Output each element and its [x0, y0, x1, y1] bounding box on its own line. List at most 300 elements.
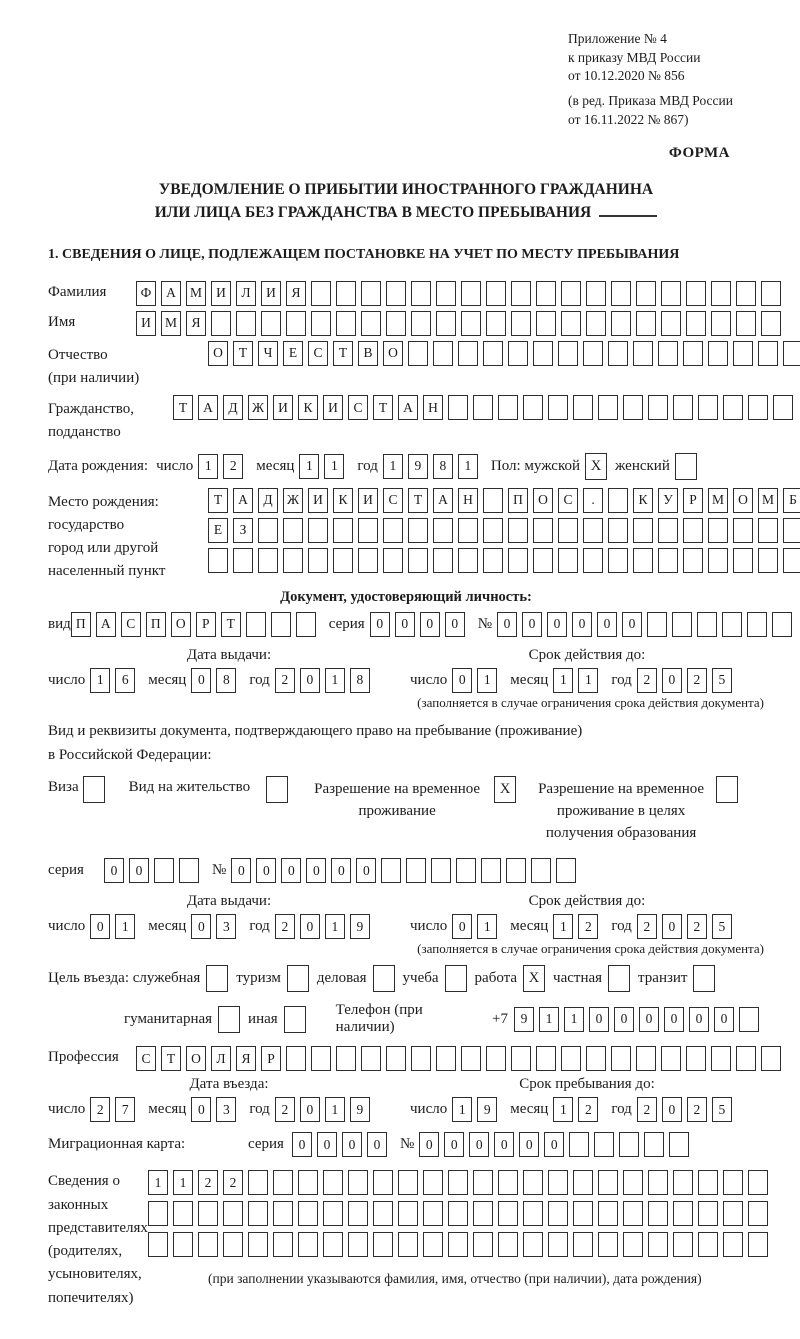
char-box[interactable] [308, 518, 328, 543]
char-box[interactable]: 0 [622, 612, 642, 637]
char-box[interactable]: И [273, 395, 293, 420]
char-box[interactable] [633, 548, 653, 573]
char-box[interactable] [733, 548, 753, 573]
char-box[interactable] [458, 341, 478, 366]
char-box[interactable] [708, 548, 728, 573]
char-box[interactable] [536, 1046, 556, 1071]
char-box[interactable] [758, 518, 778, 543]
char-box[interactable] [698, 395, 718, 420]
char-box[interactable]: 0 [331, 858, 351, 883]
char-box[interactable] [173, 1232, 193, 1257]
char-box[interactable]: 2 [578, 1097, 598, 1122]
char-box[interactable] [246, 612, 266, 637]
char-box[interactable]: 0 [662, 914, 682, 939]
char-box[interactable] [408, 548, 428, 573]
char-box[interactable] [448, 395, 468, 420]
char-box[interactable]: 1 [539, 1007, 559, 1032]
char-box[interactable]: У [658, 488, 678, 513]
char-box[interactable] [583, 518, 603, 543]
char-box[interactable]: О [186, 1046, 206, 1071]
char-box[interactable]: Н [423, 395, 443, 420]
char-box[interactable] [619, 1132, 639, 1157]
char-box[interactable] [148, 1232, 168, 1257]
char-box[interactable] [661, 311, 681, 336]
char-box[interactable] [373, 1232, 393, 1257]
char-box[interactable] [258, 518, 278, 543]
char-box[interactable]: 0 [547, 612, 567, 637]
char-box[interactable]: 0 [317, 1132, 337, 1157]
char-box[interactable] [248, 1201, 268, 1226]
char-box[interactable] [633, 518, 653, 543]
char-box[interactable] [598, 1170, 618, 1195]
char-box[interactable] [348, 1170, 368, 1195]
char-box[interactable] [508, 518, 528, 543]
char-box[interactable] [556, 858, 576, 883]
char-box[interactable]: 9 [350, 914, 370, 939]
char-box[interactable]: 1 [325, 914, 345, 939]
char-box[interactable] [561, 281, 581, 306]
char-box[interactable]: К [298, 395, 318, 420]
char-box[interactable] [594, 1132, 614, 1157]
char-box[interactable]: 8 [216, 668, 236, 693]
char-box[interactable] [561, 311, 581, 336]
char-box[interactable]: 5 [712, 1097, 732, 1122]
char-box[interactable] [348, 1232, 368, 1257]
char-box[interactable] [561, 1046, 581, 1071]
char-box[interactable]: Д [258, 488, 278, 513]
char-box[interactable]: А [433, 488, 453, 513]
char-box[interactable]: С [383, 488, 403, 513]
char-box[interactable]: Я [286, 281, 306, 306]
char-box[interactable]: 1 [477, 914, 497, 939]
char-box[interactable]: Т [208, 488, 228, 513]
char-box[interactable] [633, 341, 653, 366]
char-box[interactable] [736, 311, 756, 336]
char-box[interactable]: Т [373, 395, 393, 420]
char-box[interactable]: 8 [350, 668, 370, 693]
char-box[interactable] [448, 1170, 468, 1195]
char-box[interactable] [511, 281, 531, 306]
char-box[interactable]: 0 [342, 1132, 362, 1157]
char-box[interactable] [461, 281, 481, 306]
purpose-transit-checkbox[interactable] [693, 965, 715, 992]
char-box[interactable] [636, 311, 656, 336]
char-box[interactable]: 0 [129, 858, 149, 883]
char-box[interactable]: 0 [452, 914, 472, 939]
purpose-study-checkbox[interactable] [445, 965, 467, 992]
char-box[interactable] [283, 518, 303, 543]
char-box[interactable]: 1 [115, 914, 135, 939]
char-box[interactable] [636, 1046, 656, 1071]
char-box[interactable] [723, 1232, 743, 1257]
char-box[interactable] [573, 1201, 593, 1226]
char-box[interactable]: 0 [714, 1007, 734, 1032]
char-box[interactable] [673, 395, 693, 420]
char-box[interactable] [783, 518, 800, 543]
char-box[interactable] [748, 1232, 768, 1257]
char-box[interactable]: 0 [614, 1007, 634, 1032]
char-box[interactable]: М [186, 281, 206, 306]
char-box[interactable]: Ч [258, 341, 278, 366]
char-box[interactable] [783, 548, 800, 573]
char-box[interactable]: З [233, 518, 253, 543]
char-box[interactable] [286, 1046, 306, 1071]
char-box[interactable] [298, 1232, 318, 1257]
purpose-business-checkbox[interactable] [373, 965, 395, 992]
char-box[interactable] [248, 1232, 268, 1257]
char-box[interactable]: Я [186, 311, 206, 336]
char-box[interactable]: 1 [324, 454, 344, 479]
char-box[interactable]: 0 [420, 612, 440, 637]
char-box[interactable]: 0 [191, 1097, 211, 1122]
char-box[interactable] [598, 395, 618, 420]
char-box[interactable] [233, 548, 253, 573]
char-box[interactable]: И [358, 488, 378, 513]
char-box[interactable]: 0 [281, 858, 301, 883]
char-box[interactable] [573, 395, 593, 420]
char-box[interactable] [408, 341, 428, 366]
char-box[interactable] [448, 1232, 468, 1257]
char-box[interactable] [723, 1170, 743, 1195]
char-box[interactable] [208, 548, 228, 573]
char-box[interactable]: М [161, 311, 181, 336]
char-box[interactable]: Л [211, 1046, 231, 1071]
char-box[interactable]: М [708, 488, 728, 513]
char-box[interactable]: 2 [637, 1097, 657, 1122]
char-box[interactable] [558, 518, 578, 543]
char-box[interactable] [508, 548, 528, 573]
char-box[interactable] [586, 311, 606, 336]
char-box[interactable] [271, 612, 291, 637]
char-box[interactable] [758, 341, 778, 366]
char-box[interactable] [661, 1046, 681, 1071]
char-box[interactable] [672, 612, 692, 637]
char-box[interactable]: 1 [452, 1097, 472, 1122]
char-box[interactable]: В [358, 341, 378, 366]
char-box[interactable]: А [233, 488, 253, 513]
char-box[interactable] [608, 341, 628, 366]
char-box[interactable]: И [136, 311, 156, 336]
char-box[interactable] [323, 1201, 343, 1226]
char-box[interactable] [298, 1201, 318, 1226]
char-box[interactable]: 0 [292, 1132, 312, 1157]
char-box[interactable] [686, 1046, 706, 1071]
char-box[interactable] [408, 518, 428, 543]
char-box[interactable] [548, 1201, 568, 1226]
char-box[interactable]: 0 [356, 858, 376, 883]
char-box[interactable] [736, 281, 756, 306]
char-box[interactable] [498, 395, 518, 420]
char-box[interactable]: 5 [712, 914, 732, 939]
char-box[interactable] [683, 341, 703, 366]
char-box[interactable] [533, 341, 553, 366]
char-box[interactable] [658, 548, 678, 573]
char-box[interactable] [311, 311, 331, 336]
char-box[interactable] [461, 311, 481, 336]
char-box[interactable]: С [121, 612, 141, 637]
char-box[interactable]: 1 [325, 1097, 345, 1122]
char-box[interactable]: 0 [544, 1132, 564, 1157]
char-box[interactable] [511, 311, 531, 336]
purpose-other-checkbox[interactable] [284, 1006, 306, 1033]
char-box[interactable]: 8 [433, 454, 453, 479]
char-box[interactable]: Е [208, 518, 228, 543]
char-box[interactable]: И [211, 281, 231, 306]
char-box[interactable] [236, 311, 256, 336]
char-box[interactable]: 2 [275, 1097, 295, 1122]
char-box[interactable]: О [383, 341, 403, 366]
char-box[interactable]: 0 [469, 1132, 489, 1157]
char-box[interactable] [436, 1046, 456, 1071]
char-box[interactable] [548, 1232, 568, 1257]
char-box[interactable] [686, 281, 706, 306]
char-box[interactable] [273, 1232, 293, 1257]
char-box[interactable] [673, 1232, 693, 1257]
char-box[interactable] [739, 1007, 759, 1032]
char-box[interactable] [536, 281, 556, 306]
char-box[interactable] [533, 548, 553, 573]
char-box[interactable] [358, 518, 378, 543]
char-box[interactable]: 2 [275, 668, 295, 693]
char-box[interactable] [711, 311, 731, 336]
char-box[interactable] [523, 395, 543, 420]
char-box[interactable] [286, 311, 306, 336]
char-box[interactable] [598, 1232, 618, 1257]
char-box[interactable] [398, 1232, 418, 1257]
char-box[interactable] [711, 1046, 731, 1071]
char-box[interactable]: 0 [662, 668, 682, 693]
char-box[interactable] [608, 488, 628, 513]
char-box[interactable] [261, 311, 281, 336]
char-box[interactable] [748, 1201, 768, 1226]
char-box[interactable] [683, 548, 703, 573]
char-box[interactable] [386, 311, 406, 336]
sex-male-checkbox[interactable]: X [585, 453, 607, 480]
char-box[interactable]: 7 [115, 1097, 135, 1122]
char-box[interactable]: П [508, 488, 528, 513]
char-box[interactable] [173, 1201, 193, 1226]
char-box[interactable] [361, 1046, 381, 1071]
char-box[interactable]: 1 [477, 668, 497, 693]
char-box[interactable]: 0 [452, 668, 472, 693]
char-box[interactable] [336, 311, 356, 336]
char-box[interactable]: 2 [578, 914, 598, 939]
char-box[interactable] [386, 1046, 406, 1071]
char-box[interactable] [608, 518, 628, 543]
char-box[interactable]: Ф [136, 281, 156, 306]
char-box[interactable] [298, 1170, 318, 1195]
char-box[interactable]: 1 [553, 1097, 573, 1122]
char-box[interactable] [548, 395, 568, 420]
char-box[interactable]: 2 [637, 668, 657, 693]
char-box[interactable] [483, 548, 503, 573]
char-box[interactable]: Р [196, 612, 216, 637]
char-box[interactable] [223, 1232, 243, 1257]
char-box[interactable]: 1 [553, 914, 573, 939]
purpose-work-checkbox[interactable]: X [523, 965, 545, 992]
char-box[interactable] [772, 612, 792, 637]
char-box[interactable]: 0 [191, 668, 211, 693]
char-box[interactable] [386, 281, 406, 306]
char-box[interactable] [361, 281, 381, 306]
char-box[interactable] [548, 1170, 568, 1195]
char-box[interactable]: С [558, 488, 578, 513]
char-box[interactable]: 0 [445, 612, 465, 637]
char-box[interactable]: 2 [90, 1097, 110, 1122]
char-box[interactable]: Т [221, 612, 241, 637]
char-box[interactable]: 0 [689, 1007, 709, 1032]
char-box[interactable] [398, 1201, 418, 1226]
char-box[interactable] [583, 548, 603, 573]
char-box[interactable] [423, 1201, 443, 1226]
char-box[interactable] [473, 1201, 493, 1226]
char-box[interactable]: . [583, 488, 603, 513]
char-box[interactable]: А [161, 281, 181, 306]
char-box[interactable]: П [146, 612, 166, 637]
char-box[interactable]: Т [333, 341, 353, 366]
char-box[interactable] [647, 612, 667, 637]
char-box[interactable] [723, 1201, 743, 1226]
char-box[interactable]: 0 [522, 612, 542, 637]
char-box[interactable] [698, 1170, 718, 1195]
char-box[interactable]: 0 [90, 914, 110, 939]
char-box[interactable] [573, 1170, 593, 1195]
char-box[interactable] [398, 1170, 418, 1195]
char-box[interactable] [697, 612, 717, 637]
char-box[interactable]: Е [283, 341, 303, 366]
char-box[interactable] [211, 311, 231, 336]
residence-permit-checkbox[interactable] [266, 776, 288, 803]
char-box[interactable]: Л [236, 281, 256, 306]
purpose-tourism-checkbox[interactable] [287, 965, 309, 992]
char-box[interactable] [623, 1232, 643, 1257]
char-box[interactable] [733, 518, 753, 543]
char-box[interactable]: 5 [712, 668, 732, 693]
char-box[interactable] [473, 395, 493, 420]
char-box[interactable]: О [533, 488, 553, 513]
char-box[interactable]: 0 [572, 612, 592, 637]
char-box[interactable]: Т [173, 395, 193, 420]
char-box[interactable]: 0 [104, 858, 124, 883]
purpose-official-checkbox[interactable] [206, 965, 228, 992]
char-box[interactable] [623, 1170, 643, 1195]
char-box[interactable] [708, 518, 728, 543]
char-box[interactable] [783, 341, 800, 366]
char-box[interactable]: Р [683, 488, 703, 513]
char-box[interactable]: А [96, 612, 116, 637]
char-box[interactable] [598, 1201, 618, 1226]
char-box[interactable]: 2 [198, 1170, 218, 1195]
char-box[interactable] [283, 548, 303, 573]
char-box[interactable] [573, 1232, 593, 1257]
char-box[interactable]: 0 [191, 914, 211, 939]
char-box[interactable]: 0 [300, 668, 320, 693]
char-box[interactable]: 1 [325, 668, 345, 693]
char-box[interactable]: С [136, 1046, 156, 1071]
char-box[interactable] [433, 518, 453, 543]
char-box[interactable]: 2 [223, 454, 243, 479]
char-box[interactable] [673, 1201, 693, 1226]
char-box[interactable] [733, 341, 753, 366]
char-box[interactable] [648, 1232, 668, 1257]
char-box[interactable] [436, 311, 456, 336]
char-box[interactable]: Ж [283, 488, 303, 513]
char-box[interactable]: 1 [90, 668, 110, 693]
char-box[interactable] [423, 1232, 443, 1257]
char-box[interactable] [373, 1201, 393, 1226]
char-box[interactable]: Д [223, 395, 243, 420]
char-box[interactable]: Я [236, 1046, 256, 1071]
char-box[interactable]: 0 [589, 1007, 609, 1032]
char-box[interactable]: 3 [216, 914, 236, 939]
char-box[interactable] [383, 518, 403, 543]
purpose-private-checkbox[interactable] [608, 965, 630, 992]
edu-permit-checkbox[interactable] [716, 776, 738, 803]
char-box[interactable]: 0 [662, 1097, 682, 1122]
char-box[interactable] [448, 1201, 468, 1226]
char-box[interactable]: 0 [597, 612, 617, 637]
char-box[interactable] [558, 341, 578, 366]
char-box[interactable] [483, 341, 503, 366]
char-box[interactable]: 2 [687, 1097, 707, 1122]
char-box[interactable] [411, 1046, 431, 1071]
char-box[interactable] [333, 518, 353, 543]
char-box[interactable] [661, 281, 681, 306]
char-box[interactable] [608, 548, 628, 573]
char-box[interactable]: 1 [564, 1007, 584, 1032]
char-box[interactable]: Б [783, 488, 800, 513]
char-box[interactable] [658, 341, 678, 366]
char-box[interactable] [456, 858, 476, 883]
char-box[interactable]: И [308, 488, 328, 513]
char-box[interactable] [658, 518, 678, 543]
char-box[interactable] [473, 1232, 493, 1257]
char-box[interactable] [773, 395, 793, 420]
char-box[interactable]: О [171, 612, 191, 637]
char-box[interactable] [508, 341, 528, 366]
char-box[interactable] [498, 1170, 518, 1195]
char-box[interactable] [486, 1046, 506, 1071]
char-box[interactable]: А [398, 395, 418, 420]
char-box[interactable]: 2 [687, 914, 707, 939]
char-box[interactable] [736, 1046, 756, 1071]
char-box[interactable]: 0 [367, 1132, 387, 1157]
char-box[interactable] [333, 548, 353, 573]
char-box[interactable] [461, 1046, 481, 1071]
char-box[interactable] [723, 395, 743, 420]
char-box[interactable]: 6 [115, 668, 135, 693]
char-box[interactable] [586, 1046, 606, 1071]
char-box[interactable]: 1 [553, 668, 573, 693]
char-box[interactable] [623, 395, 643, 420]
char-box[interactable] [458, 518, 478, 543]
char-box[interactable] [411, 311, 431, 336]
char-box[interactable] [481, 858, 501, 883]
char-box[interactable] [336, 281, 356, 306]
char-box[interactable] [698, 1232, 718, 1257]
char-box[interactable] [644, 1132, 664, 1157]
char-box[interactable]: Т [233, 341, 253, 366]
char-box[interactable] [536, 311, 556, 336]
char-box[interactable] [154, 858, 174, 883]
char-box[interactable]: Т [161, 1046, 181, 1071]
purpose-humanitarian-checkbox[interactable] [218, 1006, 240, 1033]
char-box[interactable] [436, 281, 456, 306]
char-box[interactable]: 2 [275, 914, 295, 939]
char-box[interactable] [273, 1201, 293, 1226]
char-box[interactable] [179, 858, 199, 883]
char-box[interactable]: 9 [350, 1097, 370, 1122]
